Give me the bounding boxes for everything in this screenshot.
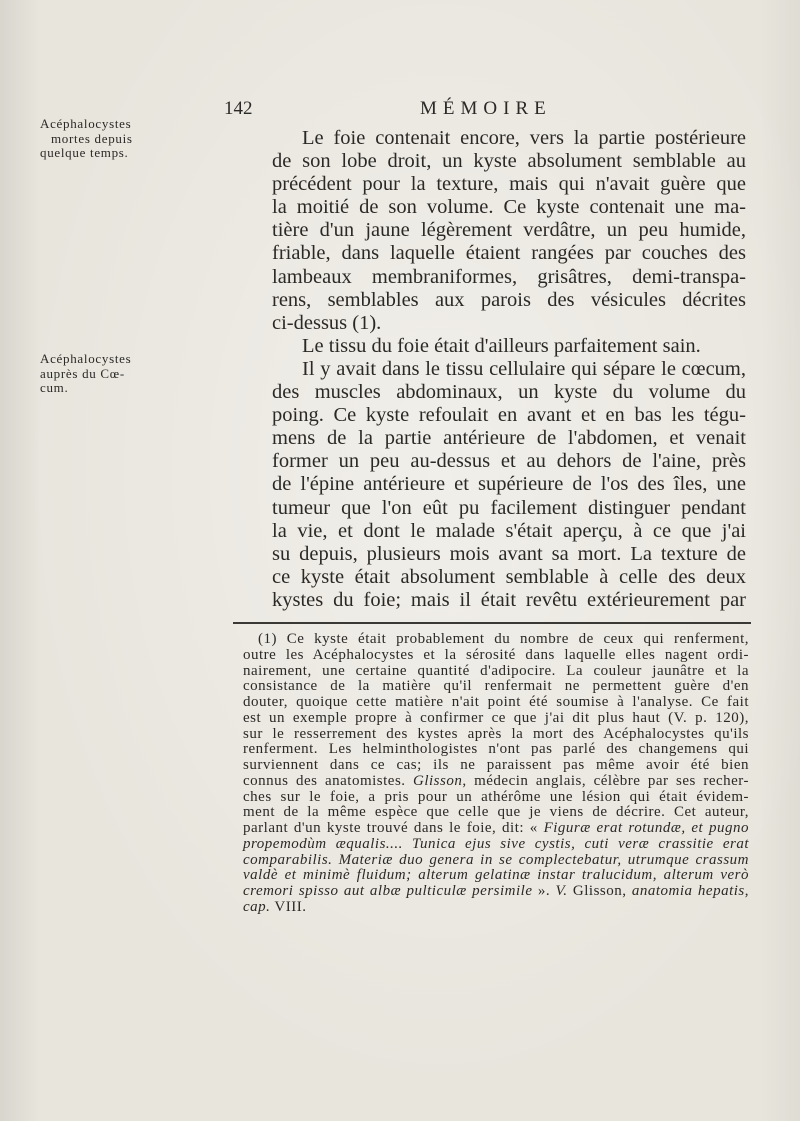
footnote-line	[243, 648, 749, 664]
body-line: su depuis, plusieurs mois avant sa mort. La texture de	[272, 542, 746, 565]
body-line: tumeur que l'on eût pu facilement distinguer pendant	[272, 496, 746, 519]
margin-note-line: auprès du Cœ-	[40, 365, 125, 381]
footnote-line	[243, 664, 749, 680]
footnote-text: est un exemple propre à confirmer ce que j'ai dit plus haut (V. p. 120),	[243, 709, 749, 726]
body-line: de son lobe droit, un kyste absolument semblable au	[272, 150, 746, 173]
footnote-text: (1) Ce kyste était probablement du nombre de ceux qui renferment,	[258, 631, 749, 647]
footnote-line	[243, 679, 749, 695]
body-line: former un peu au-dessus et au dehors de l'aine, près	[272, 450, 746, 473]
body-line: tière d'un jaune légèrement verdâtre, un peu humide,	[272, 219, 746, 242]
footnote-line	[243, 805, 749, 821]
footnote-line	[243, 727, 749, 743]
body-line: friable, dans laquelle étaient rangées par couches des	[272, 242, 746, 265]
footnote-line	[243, 711, 749, 727]
body-line: la moitié de son volume. Ce kyste contenait une ma-	[272, 196, 746, 219]
body-line: Il y avait dans le tissu cellulaire qui sépare le cœcum,	[302, 357, 746, 380]
body-line: ci-dessus (1).	[272, 311, 382, 334]
body-line: poing. Ce kyste refoulait en avant et en bas les tégu-	[272, 404, 746, 427]
running-title: MÉMOIRE	[420, 98, 552, 119]
footnote-text: VIII.	[270, 898, 307, 915]
footnote-line	[243, 853, 749, 869]
margin-note-line: mortes depuis	[51, 130, 133, 146]
footnote-text: outre les Acéphalocystes et la sérosité dans laquelle elles nagent ordi-	[243, 646, 749, 663]
footnote-line	[243, 632, 749, 648]
body-line: ce kyste était absolument semblable à celle des deux	[272, 565, 746, 588]
footnote-line	[243, 790, 749, 806]
footnote-italic-text: Glisson	[413, 772, 463, 789]
margin-note-line: cum.	[40, 380, 69, 395]
body-line: lambeaux membraniformes, grisâtres, demi-transpa-	[272, 265, 746, 288]
footnote-italic-text: V.	[555, 883, 568, 899]
body-line: kystes du foie; mais il était revêtu extérieurement par	[272, 588, 746, 611]
footnote-text: douter, quoique cette matière n'ait point été soumise à l'analyse. Ce fait	[243, 694, 749, 710]
body-line: Le tissu du foie était d'ailleurs parfaitement sain.	[302, 334, 701, 357]
footnote-text: consistance de la matière qu'il renfermait ne permettent guère d'en	[243, 678, 749, 695]
footnote-divider	[233, 622, 751, 624]
body-text	[272, 127, 746, 612]
footnote-line	[243, 695, 749, 711]
footnote-text: surviennent dans ce cas; ils ne paraissent pas même avoir été bien	[243, 757, 749, 773]
footnote-line	[243, 868, 749, 884]
body-line: mens de la partie antérieure de l'abdomen, et venait	[272, 427, 746, 450]
footnote-italic-text: valdè et minimè fluidum; alterum gelatinæ instar tralucidum, alterum verò	[243, 867, 749, 884]
footnote-text: ment de la même espèce que celle que je viens de décrire. Cet auteur,	[243, 804, 749, 821]
footnote-text: connus des anatomistes.	[243, 772, 414, 789]
footnote-text: nairement, une certaine quantité d'adipocire. La couleur jaunâtre et la	[243, 662, 749, 679]
margin-note-line: Acéphalocystes	[40, 351, 132, 366]
page-number: 142	[224, 98, 253, 119]
footnote-text: Glisson,	[567, 883, 632, 899]
margin-note-line: Acéphalocystes	[40, 116, 132, 131]
footnote-line	[243, 900, 749, 916]
footnote-italic-text: anatomia hepatis	[631, 883, 745, 899]
body-line: Le foie contenait encore, vers la partie postérieure	[302, 127, 746, 149]
body-line: des muscles abdominaux, un kyste du volume du	[272, 381, 746, 404]
footnote-text: sur le resserrement des kystes après la mort des Acéphalocystes qu'ils	[243, 725, 749, 742]
footnote-line	[243, 837, 749, 853]
footnote-text: , médecin anglais, célèbre par ses recher-	[462, 772, 749, 789]
footnote-italic-text: cap.	[243, 898, 271, 915]
footnote-text: ,	[744, 883, 750, 899]
margin-note	[40, 352, 245, 396]
body-line: de l'épine antérieure et supérieure de l'os des îles, une	[272, 473, 746, 496]
footnote-line	[243, 758, 749, 774]
margin-note	[40, 117, 245, 161]
footnote	[243, 632, 749, 916]
footnote-italic-text: cremori spisso aut albæ pulticulæ persimile	[243, 883, 533, 899]
footnote-text: parlant d'un kyste trouvé dans le foie, dit: «	[243, 820, 544, 836]
footnote-text: ».	[532, 883, 556, 899]
footnote-line	[243, 742, 749, 758]
body-line: rens, semblables aux parois des vésicules décrites	[272, 288, 746, 311]
footnote-text: ches sur le foie, a pris pour un athérôme une lésion qui était évidem-	[243, 788, 749, 805]
margin-note-line: quelque temps.	[40, 145, 129, 160]
footnote-line	[243, 821, 749, 837]
footnote-line	[243, 774, 749, 790]
footnote-text: renferment. Les helminthologistes n'ont pas parlé des changemens qui	[243, 741, 749, 758]
footnote-italic-text: propemodùm æqualis.... Tunica ejus sive cystis, cuti veræ crassitie erat	[243, 835, 749, 852]
body-line: précédent pour la texture, mais qui n'avait guère que	[272, 173, 746, 196]
footnote-italic-text: Figuræ erat rotundæ, et pugno	[543, 820, 749, 836]
body-line: la vie, et dont le malade s'était aperçu, à ce que j'ai	[272, 519, 746, 542]
footnote-line	[243, 884, 749, 900]
footnote-italic-text: comparabilis. Materiæ duo genera in se complectebatur, utrumque crassum	[243, 851, 749, 868]
